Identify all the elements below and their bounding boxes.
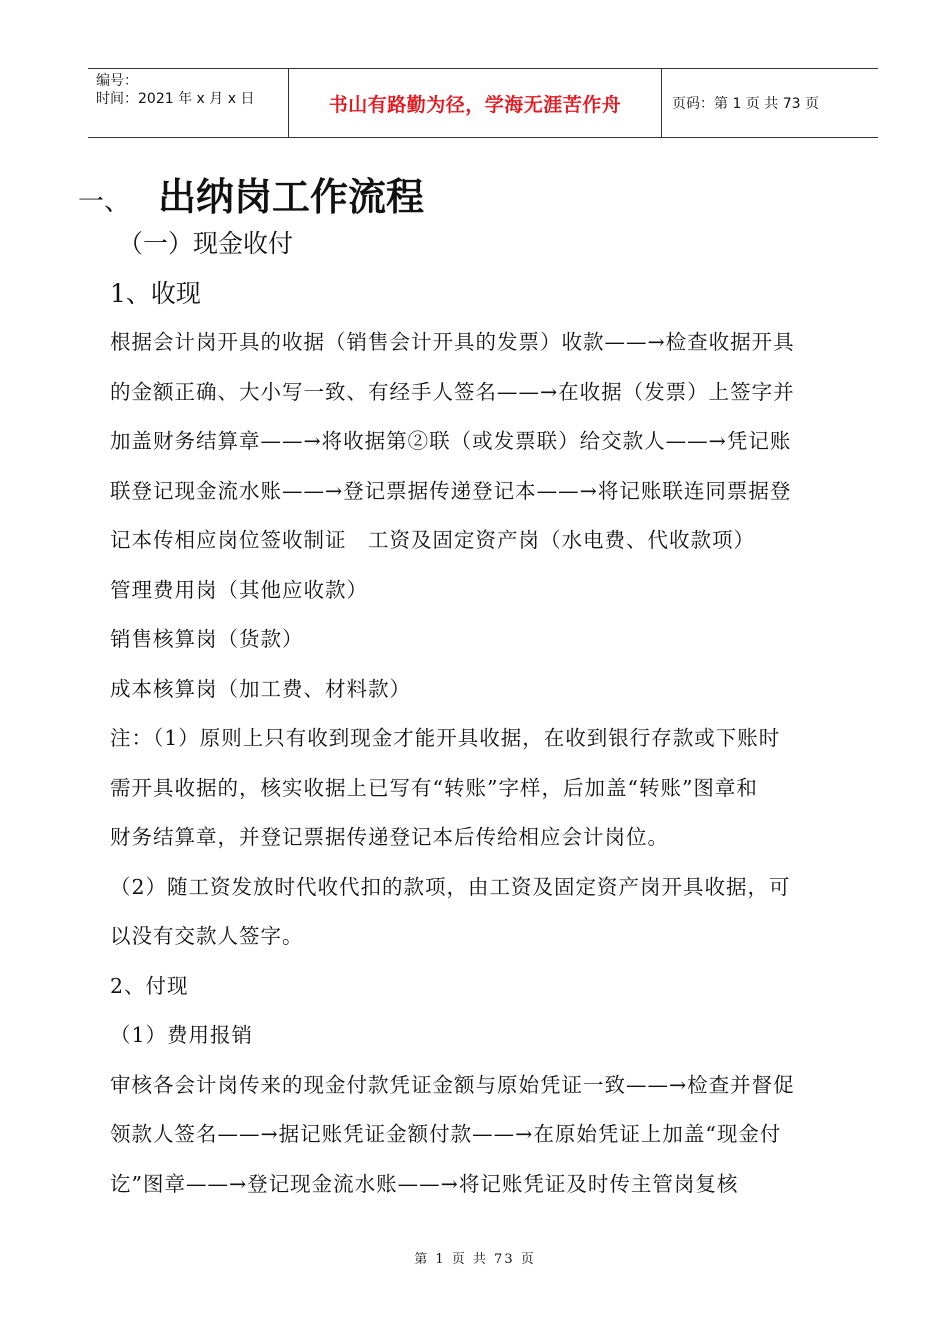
motto-text: 书山有路勤为径，学海无涯苦作舟: [328, 93, 622, 116]
text-line: 成本核算岗（加工费、材料款）: [110, 676, 411, 701]
text-line: 销售核算岗（货款）: [110, 627, 304, 651]
page-footer: 第 1 页 共 73 页: [414, 1252, 536, 1267]
text-line: 记本传相应岗位签收制证 工资及固定资产岗（水电费、代收款项）: [110, 528, 755, 552]
text-line: 讫”图章——→登记现金流水账——→将记账凭证及时传主管岗复核: [110, 1171, 739, 1196]
text-line: 以没有交款人签字。: [110, 924, 304, 948]
text-line: 的金额正确、大小写一致、有经手人签名——→在收据（发票）上签字并: [110, 379, 795, 404]
text-line: 联登记现金流水账——→登记票据传递登记本——→将记账联连同票据登: [110, 478, 792, 503]
text-line: 需开具收据的，核实收据上已写有“转账”字样，后加盖“转账”图章和: [110, 775, 758, 800]
time-label: 时间：2021 年 x 月 x 日: [96, 91, 255, 107]
section-heading: （一）现金收付: [118, 229, 294, 258]
text-line: 财务结算章，并登记票据传递登记本后传给相应会计岗位。: [110, 825, 669, 849]
number-label: 编号：: [96, 73, 138, 89]
text-line: 领款人签名——→据记账凭证金额付款——→在原始凭证上加盖“现金付: [110, 1122, 782, 1146]
body-text: [110, 318, 890, 1209]
header-left-cell: [88, 69, 288, 137]
header-motto-cell: [288, 69, 662, 137]
text-line: 2、付现: [110, 973, 189, 998]
text-line: 根据会计岗开具的收据（销售会计开具的发票）收款——→检查收据开具: [110, 330, 795, 354]
text-line: （1）费用报销: [110, 1023, 254, 1047]
header-page-cell: [662, 69, 878, 137]
text-line: 审核各会计岗传来的现金付款凭证金额与原始凭证一致——→检查并督促: [110, 1072, 795, 1097]
text-line: 加盖财务结算章——→将收据第②联（或发票联）给交款人——→凭记账: [110, 429, 792, 453]
title-text: 出纳岗工作流程: [158, 175, 425, 219]
text-line: 管理费用岗（其他应收款）: [110, 577, 368, 602]
page-info: 页码：第 1 页 共 73 页: [672, 96, 819, 112]
text-line: 注：（1）原则上只有收到现金才能开具收据，在收到银行存款或下账时: [110, 726, 781, 750]
title-number: 一、: [78, 187, 131, 217]
subsection-heading: 1、收现: [110, 279, 201, 308]
page-title: [78, 172, 424, 227]
text-line: （2）随工资发放时代收代扣的款项，由工资及固定资产岗开具收据，可: [110, 874, 791, 899]
header-table: [88, 68, 878, 138]
